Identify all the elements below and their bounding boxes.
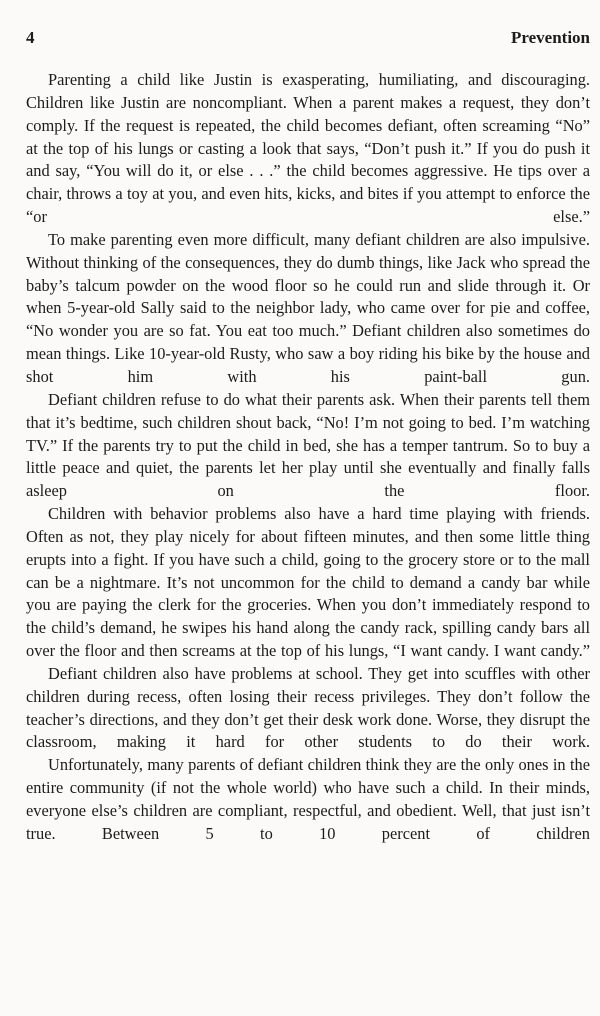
paragraph: To make parenting even more difficult, many defiant children are also impulsive. Without thinking of the consequences, they do dumb things, like Jack who spread the baby’s talcum powder on the wood floor so he could run and slide through it. Or when 5-year-old Sally said to the neighbor lady, who came over for pie and coffee, “No wonder you are so fat. You eat too much.” Defiant children also sometimes do mean things. Like 10-year-old Rusty, who saw a boy riding his bike by the house and shot him with his paint-ball gun. bbox=[26, 229, 590, 386]
paragraph: Parenting a child like Justin is exasperating, humiliating, and discouraging. Children like Justin are noncompliant. When a parent makes a request, they don’t comply. If the request is repeated, the child becomes defiant, often screaming “No” at the top of his lungs or casting a look that says, “Don’t push it.” If you do push it and say, “You will do it, or else . . .” the child becomes aggressive. He tips over a chair, throws a toy at you, and even hits, kicks, and bites if you attempt to enforce the “or else.” bbox=[26, 70, 590, 227]
running-title: Prevention bbox=[510, 28, 590, 47]
body-text bbox=[26, 69, 590, 846]
paragraph: Defiant children refuse to do what their parents ask. When their parents tell them that it’s bedtime, such children shout back, “No! I’m not going to bed. I’m watching TV.” If the parents try to put the child in bed, she has a temper tantrum. So to buy a little peace and quiet, the parents let her play until she eventually and finally falls asleep on the floor. bbox=[26, 389, 590, 501]
paragraph: Defiant children also have problems at school. They get into scuffles with other children during recess, often losing their recess privileges. They don’t follow the teacher’s directions, and they don’t get their desk work done. Worse, they disrupt the classroom, making it hard for other students to do their work. bbox=[26, 663, 590, 752]
paragraph: Unfortunately, many parents of defiant children think they are the only ones in the entire community (if not the whole world) who have such a child. In their minds, everyone else’s children are compliant, respectful, and obedient. Well, that just isn’t true. Between 5 to 10 percent of children bbox=[26, 755, 590, 843]
page-number: 4 bbox=[26, 28, 35, 47]
paragraph: Children with behavior problems also have a hard time playing with friends. Often as not, they play nicely for about fifteen minutes, and then some little thing erupts into a fight. If you have such a child, going to the grocery store or to the mall can be a nightmare. It’s not uncommon for the child to demand a candy bar while you are paying the clerk for the groceries. When you don’t immediately respond to the child’s demand, he swipes his hand along the candy rack, spilling candy bars all over the floor and then screams at the top of his lungs, “I want candy. I want candy.” bbox=[26, 504, 590, 661]
page-header bbox=[26, 28, 590, 54]
